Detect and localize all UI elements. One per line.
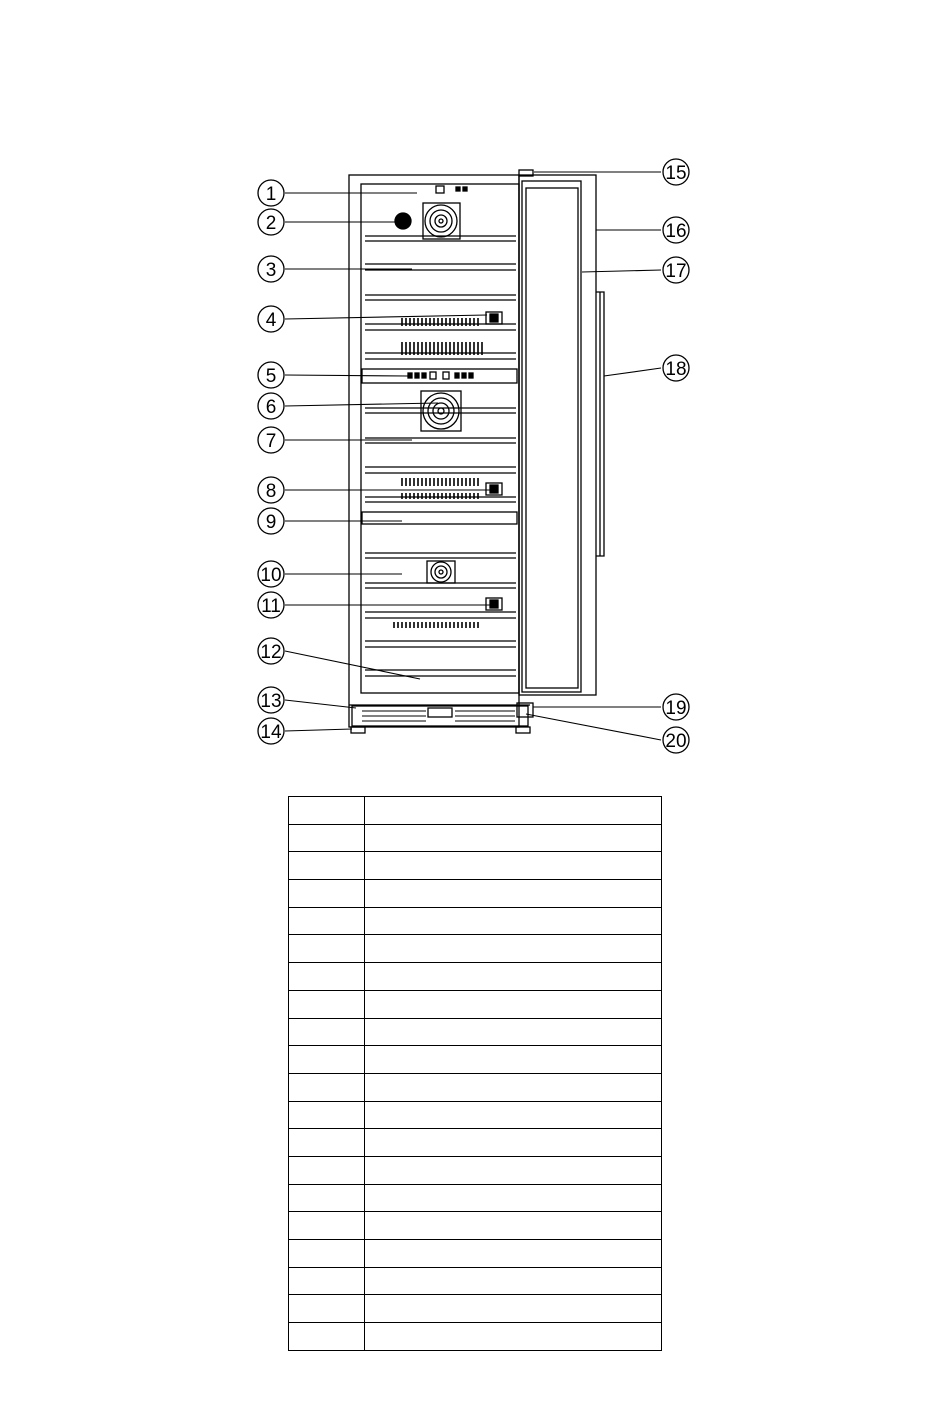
lower-divider — [362, 512, 517, 524]
part-number-cell — [289, 1212, 365, 1240]
part-number-cell — [289, 1073, 365, 1101]
table-row — [289, 990, 662, 1018]
table-row — [289, 852, 662, 880]
front-foot-right — [516, 727, 530, 733]
table-row — [289, 797, 662, 825]
part-description-cell — [365, 1295, 662, 1323]
fan-middle — [421, 391, 461, 431]
part-number-cell — [289, 824, 365, 852]
part-number-cell — [289, 1129, 365, 1157]
parts-table-body — [289, 797, 662, 1351]
table-row — [289, 1240, 662, 1268]
part-description-cell — [365, 1212, 662, 1240]
part-number-cell — [289, 1156, 365, 1184]
part-number-cell — [289, 1323, 365, 1351]
callout-4: 4 — [265, 310, 277, 331]
table-row — [289, 935, 662, 963]
part-number-cell — [289, 880, 365, 908]
power-switch-panel — [428, 708, 452, 717]
part-description-cell — [365, 824, 662, 852]
front-foot-left — [351, 727, 365, 733]
table-row — [289, 880, 662, 908]
table-row — [289, 1212, 662, 1240]
callout-9: 9 — [265, 512, 277, 533]
callout-12: 12 — [260, 642, 282, 663]
part-description-cell — [365, 797, 662, 825]
part-number-cell — [289, 797, 365, 825]
table-row — [289, 824, 662, 852]
parts-table — [288, 796, 662, 1351]
fan-bottom — [427, 561, 455, 583]
callout-circles — [258, 159, 689, 753]
part-description-cell — [365, 1240, 662, 1268]
part-number-cell — [289, 1267, 365, 1295]
part-description-cell — [365, 1323, 662, 1351]
callout-20: 20 — [665, 731, 687, 752]
part-number-cell — [289, 907, 365, 935]
part-description-cell — [365, 963, 662, 991]
part-number-cell — [289, 1101, 365, 1129]
part-number-cell — [289, 1184, 365, 1212]
interior-light — [395, 213, 411, 229]
callout-15: 15 — [665, 163, 687, 184]
table-row — [289, 1267, 662, 1295]
callout-17: 17 — [665, 261, 687, 282]
part-number-cell — [289, 1295, 365, 1323]
fan-top — [423, 203, 460, 239]
callout-18: 18 — [665, 359, 687, 380]
part-number-cell — [289, 935, 365, 963]
door-glass-inner — [526, 188, 578, 688]
part-description-cell — [365, 1267, 662, 1295]
part-number-cell — [289, 990, 365, 1018]
vent-slots — [362, 711, 515, 721]
callout-1: 1 — [265, 184, 277, 205]
part-number-cell — [289, 1046, 365, 1074]
callout-2: 2 — [265, 213, 277, 234]
table-row — [289, 1129, 662, 1157]
part-description-cell — [365, 1018, 662, 1046]
part-description-cell — [365, 907, 662, 935]
part-description-cell — [365, 1184, 662, 1212]
table-row — [289, 1018, 662, 1046]
callout-10: 10 — [260, 565, 282, 586]
part-description-cell — [365, 935, 662, 963]
part-description-cell — [365, 1101, 662, 1129]
callout-8: 8 — [265, 481, 277, 502]
part-number-cell — [289, 1018, 365, 1046]
callout-3: 3 — [265, 260, 277, 281]
table-row — [289, 1073, 662, 1101]
callout-7: 7 — [265, 431, 277, 452]
callout-16: 16 — [665, 221, 687, 242]
table-row — [289, 963, 662, 991]
part-description-cell — [365, 1073, 662, 1101]
part-number-cell — [289, 1240, 365, 1268]
table-row — [289, 1295, 662, 1323]
table-row — [289, 1156, 662, 1184]
part-description-cell — [365, 852, 662, 880]
part-number-cell — [289, 852, 365, 880]
callout-5: 5 — [265, 366, 277, 387]
callout-13: 13 — [260, 691, 282, 712]
door-frame — [519, 175, 596, 695]
part-description-cell — [365, 1129, 662, 1157]
callout-19: 19 — [665, 698, 687, 719]
table-row — [289, 1323, 662, 1351]
callout-11: 11 — [261, 596, 281, 617]
callout-14: 14 — [260, 722, 282, 743]
part-description-cell — [365, 1046, 662, 1074]
part-description-cell — [365, 1156, 662, 1184]
control-display — [436, 186, 444, 193]
table-row — [289, 1101, 662, 1129]
table-row — [289, 1046, 662, 1074]
part-description-cell — [365, 990, 662, 1018]
callout-6: 6 — [265, 397, 277, 418]
table-row — [289, 1184, 662, 1212]
cabinet-outer — [349, 175, 519, 727]
door-glass-outer — [522, 181, 581, 692]
table-row — [289, 907, 662, 935]
part-number-cell — [289, 963, 365, 991]
part-description-cell — [365, 880, 662, 908]
